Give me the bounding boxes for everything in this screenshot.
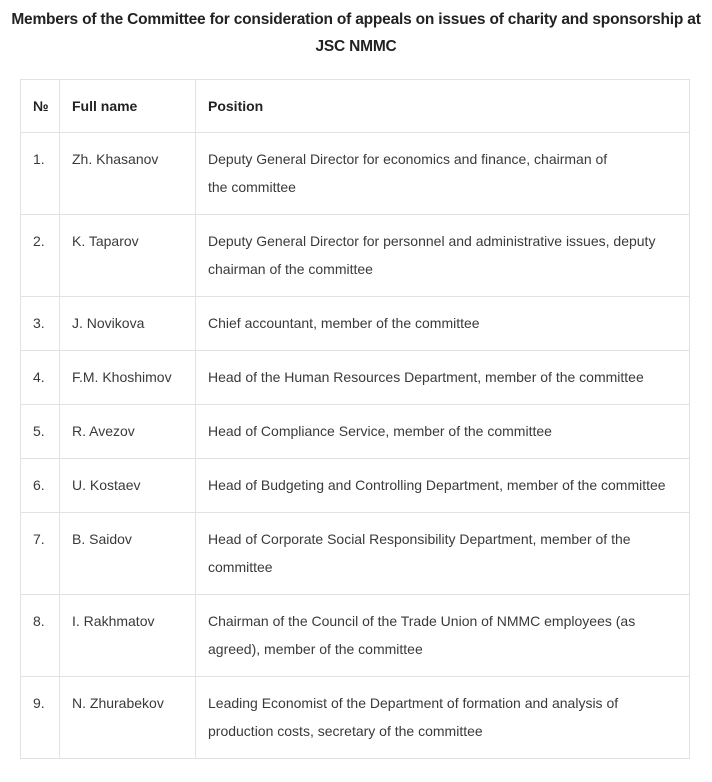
table-body — [21, 133, 690, 759]
member-position — [196, 677, 690, 759]
table-row — [21, 677, 690, 759]
member-position — [196, 351, 690, 405]
table-row — [21, 405, 690, 459]
position-line: Leading Economist of the Department of formation and analysis of — [208, 695, 619, 711]
position-line: Chief accountant, member of the committee — [208, 315, 480, 331]
member-full-name: I. Rakhmatov — [60, 595, 196, 677]
member-full-name: K. Taparov — [60, 215, 196, 297]
position-line: Chairman of the Council of the Trade Union of NMMC employees (as — [208, 613, 636, 629]
member-full-name: U. Kostaev — [60, 459, 196, 513]
page-title: Members of the Committee for consideration of appeals on issues of charity and sponsorship at JSC NMMC — [11, 11, 701, 55]
member-position — [196, 459, 690, 513]
member-position — [196, 595, 690, 677]
position-line: Deputy General Director for personnel and administrative issues, deputy — [208, 233, 656, 249]
position-line: Deputy General Director for economics and finance, chairman of — [208, 151, 608, 167]
position-line: production costs, secretary of the committee — [208, 723, 483, 739]
member-number: 8. — [21, 595, 60, 677]
position-line: Head of Budgeting and Controlling Department, member of the committee — [208, 477, 666, 493]
committee-members-table — [20, 79, 690, 759]
member-full-name: N. Zhurabekov — [60, 677, 196, 759]
member-full-name: J. Novikova — [60, 297, 196, 351]
member-number: 7. — [21, 513, 60, 595]
column-header-position: Position — [196, 80, 690, 133]
member-number: 1. — [21, 133, 60, 215]
position-line: chairman of the committee — [208, 261, 373, 277]
member-full-name: Zh. Khasanov — [60, 133, 196, 215]
table-row — [21, 513, 690, 595]
position-line: agreed), member of the committee — [208, 641, 423, 657]
table-row — [21, 459, 690, 513]
member-position — [196, 133, 690, 215]
member-number: 4. — [21, 351, 60, 405]
column-header-number: № — [21, 80, 60, 133]
table-row — [21, 215, 690, 297]
table-row — [21, 133, 690, 215]
member-number: 3. — [21, 297, 60, 351]
table-header-row — [21, 80, 690, 133]
member-full-name: F.M. Khoshimov — [60, 351, 196, 405]
position-line: Head of Corporate Social Responsibility Department, member of the — [208, 531, 631, 547]
member-full-name: R. Avezov — [60, 405, 196, 459]
table-row — [21, 595, 690, 677]
member-number: 6. — [21, 459, 60, 513]
member-position — [196, 513, 690, 595]
position-line: Head of Compliance Service, member of the committee — [208, 423, 552, 439]
member-position — [196, 297, 690, 351]
position-line: Head of the Human Resources Department, member of the committee — [208, 369, 644, 385]
table-row — [21, 297, 690, 351]
position-line: committee — [208, 559, 273, 575]
position-line: the committee — [208, 179, 296, 195]
member-number: 5. — [21, 405, 60, 459]
column-header-full-name: Full name — [60, 80, 196, 133]
member-position — [196, 405, 690, 459]
table-row — [21, 351, 690, 405]
member-position — [196, 215, 690, 297]
member-number: 9. — [21, 677, 60, 759]
member-full-name: B. Saidov — [60, 513, 196, 595]
member-number: 2. — [21, 215, 60, 297]
